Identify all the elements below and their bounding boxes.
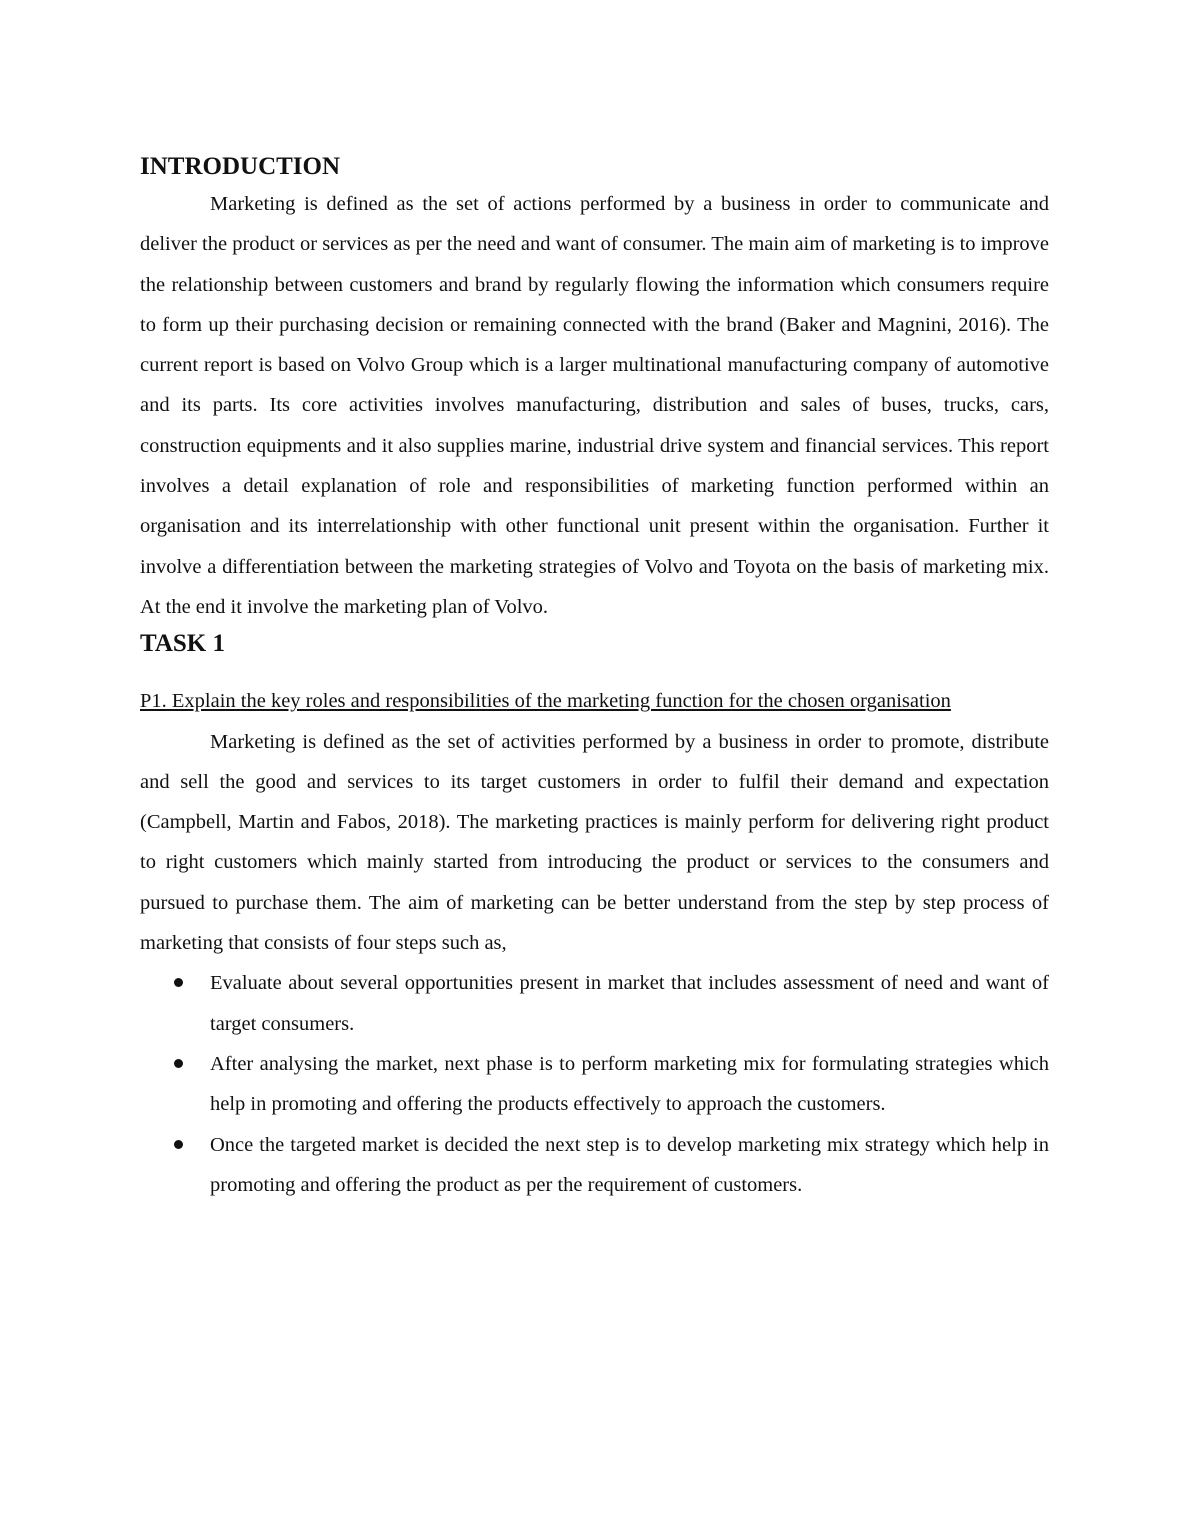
task1-paragraph: Marketing is defined as the set of activities performed by a business in order to promote, distribute and sell the good and services to its target customers in order to fulfil their demand and expectation (Campbell, Martin and Fabos, 2018). The marketing practices is mainly perform for delivering right product to right customers which mainly started from introducing the product or services to the consumers and pursued to purchase them. The aim of marketing can be better understand from the step by step process of marketing that consists of four steps such as, xyxy=(140,730,1049,955)
list-item xyxy=(140,963,1049,1044)
steps-list xyxy=(140,963,1049,1205)
bullet-icon xyxy=(174,1140,183,1149)
list-item-text: Once the targeted market is decided the next step is to develop marketing mix strategy which help in promoting and offering the product as per the requirement of customers. xyxy=(210,1133,1049,1196)
list-item xyxy=(140,1125,1049,1206)
document-page xyxy=(140,150,1049,1205)
list-item-text: Evaluate about several opportunities present in market that includes assessment of need and want of target consumers. xyxy=(210,972,1049,1035)
introduction-paragraph: Marketing is defined as the set of actions performed by a business in order to communicate and deliver the product or services as per the need and want of consumer. The main aim of marketing is to improve the relationship between customers and brand by regularly flowing the information which consumers require to form up their purchasing decision or remaining connected with the brand (Baker and Magnini, 2016). The current report is based on Volvo Group which is a larger multinational manufacturing company of automotive and its parts. Its core activities involves manufacturing, distribution and sales of buses, trucks, cars, construction equipments and it also supplies marine, industrial drive system and financial services. This report involves a detail explanation of role and responsibilities of marketing function performed within an organisation and its interrelationship with other functional unit present within the organisation. Further it involve a differentiation between the marketing strategies of Volvo and Toyota on the basis of marketing mix. At the end it involve the marketing plan of Volvo. xyxy=(140,193,1049,618)
list-item-text: After analysing the market, next phase is to perform marketing mix for formulating strategies which help in promoting and offering the products effectively to approach the customers. xyxy=(210,1052,1049,1116)
task1-heading: TASK 1 xyxy=(140,630,225,658)
p1-title: P1. Explain the key roles and responsibilities of the marketing function for the chosen organisation xyxy=(140,690,951,713)
bullet-icon xyxy=(174,1059,183,1068)
list-item xyxy=(140,1044,1049,1125)
introduction-heading: INTRODUCTION xyxy=(140,153,341,180)
bullet-icon xyxy=(174,978,183,987)
